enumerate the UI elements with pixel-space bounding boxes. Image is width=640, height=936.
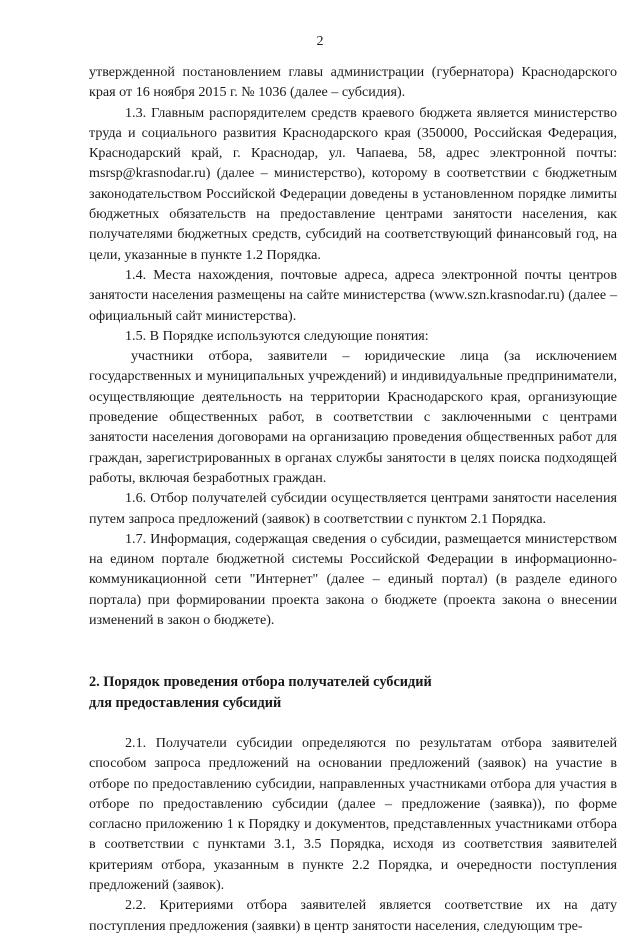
paragraph-definition: участники отбора, заявители – юридические лица (за исключением государственных и муниципальных учреждений) и индивидуальные предприниматели, осуществляющие деятельность на территории Краснодарского края, организующие проведение общественных работ, в соответствии с заключенными с центрами занятости населения договорами на организацию проведения общественных работ для граждан, зарегистрированных в органах службы занятости в целях поиска подходящей работы, включая безработных граждан. [89,348,617,486]
paragraph-1-6: 1.6. Отбор получателей субсидии осуществляется центрами занятости населения путем запроса предложений (заявок) в соответствии с пунктом 2.1 Порядка. [89,490,617,527]
paragraph-continuation: утвержденной постановлением главы администрации (губернатора) Краснодарского края от 16 ноября 2015 г. № 1036 (далее – субсидия). [89,64,617,101]
section-2-title-line-2: для предоставления субсидий [89,694,282,711]
section-2-title-line-1: 2. Порядок проведения отбора получателей субсидий [89,674,432,691]
page-number: 2 [316,34,324,49]
paragraph-1-7: 1.7. Информация, содержащая сведения о субсидии, размещается министерством на едином портале бюджетной системы Российской Федерации в информационно-коммуникационной сети "Интернет" (далее – единый портал) (в разделе единого портала) при формировании проекта закона о бюджете (проекта закона о внесении изменений в закон о бюджете). [89,530,617,629]
paragraph-1-5: 1.5. В Порядке используются следующие понятия: [125,327,429,344]
document-body [89,62,617,936]
paragraph-1-4: 1.4. Места нахождения, почтовые адреса, адреса электронной почты центров занятости населения размещены на сайте министерства (www.szn.krasnodar.ru) (далее – официальный сайт министерства). [89,266,617,324]
paragraph-2-1: 2.1. Получатели субсидии определяются по результатам отбора заявителей способом запроса предложений на основании предложений (заявок) на участие в отборе по предоставлению субсидии, направленных участниками отбора для участия в отборе по предоставлению субсидии (далее – предложение (заявка)), по форме согласно приложению 1 к Порядку и документов, представленных участниками отбора в соответствии с пунктами 3.1, 3.5 Порядка, исходя из соответствия заявителей критериям отбора, указанным в пункте 2.2 Порядка, и очередности поступления предложений (заявок). [89,734,617,893]
paragraph-2-2: 2.2. Критериями отбора заявителей является соответствие их на дату поступления предложения (заявки) в центр занятости населения, следующим тре- [89,897,617,934]
paragraph-1-3: 1.3. Главным распорядителем средств краевого бюджета является министерство труда и социального развития Краснодарского края (350000, Российская Федерация, Краснодарский край, г. Краснодар, ул. Чапаева, 58, адрес электронной почты: msrsp@krasnodar.ru) (далее – министерство), которому в соответствии с бюджетным законодательством Российской Федерации доведены в установленном порядке лимиты бюджетных обязательств на предоставление центрами занятости населения, как получателями бюджетных средств, субсидий на соответствующий финансовый год, на цели, указанные в пункте 1.2 Порядка. [89,104,617,263]
